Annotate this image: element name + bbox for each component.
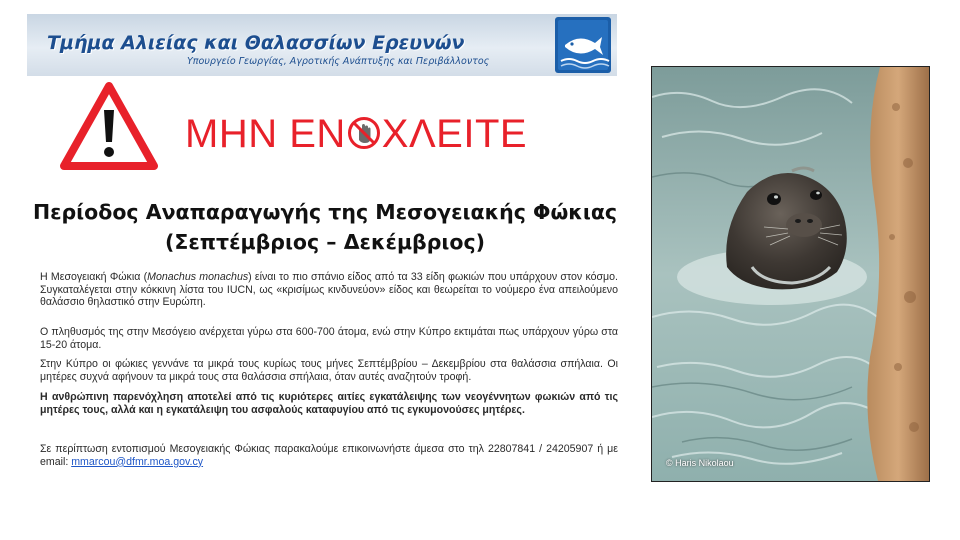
no-touch-icon — [347, 116, 381, 150]
warning-text-part1: ΜΗΝ ΕΝ — [185, 112, 346, 156]
department-title: Τμήμα Αλιείας και Θαλασσίων Ερευνών — [47, 32, 465, 54]
mediterranean-monk-seal-photo — [651, 66, 930, 482]
warning-text-part2: ΧΛΕΙΤΕ — [381, 112, 528, 156]
p1-end: ) είναι το πιο σπάνιο είδος από τα 33 είδη φωκιών που υπάρχουν στον κόσμο. Συγκαταλέγεται στην κόκκινη λίστα του IUCN, ως «κρισίμως κινδυνεύον» είδος και θεωρείται το νούμερο ένα απειλούμενο θαλάσσιο θηλαστικό στην Ευρώπη. — [40, 271, 618, 309]
paragraph-disturbance-warning: Η ανθρώπινη παρενόχληση αποτελεί από τις κυριότερες αιτίες εγκατάλειψης των νεογέννητων φωκιών από τις μητέρες τους, αλλά και η εγκατάλειψη του ασφαλούς καταφυγίου από τις εγκυμονούσες μητέρες. — [40, 391, 618, 416]
do-not-disturb-text — [185, 112, 527, 157]
warning-triangle-icon — [58, 80, 160, 172]
species-name: Monachus monachus — [147, 271, 249, 283]
header-banner — [27, 14, 617, 76]
seal-illustration — [652, 67, 929, 481]
fish-logo-icon — [555, 17, 611, 73]
paragraph-species-info — [40, 271, 618, 309]
paragraph-contact — [40, 443, 618, 468]
p1-start: Η Μεσογειακή Φώκια ( — [40, 271, 148, 283]
page-title: Περίοδος Αναπαραγωγής της Μεσογειακής Φώκιας — [32, 200, 618, 224]
email-link[interactable]: mmarcou@dfmr.moa.gov.cy — [71, 455, 204, 468]
photo-credit: © Haris Nikolaou — [666, 458, 734, 468]
paragraph-population: Ο πληθυσμός της στην Μεσόγειο ανέρχεται γύρω στα 600-700 άτομα, ενώ στην Κύπρο εκτιμάται πως υπάρχουν γύρω στα 15-20 άτομα. — [40, 326, 618, 351]
contact-text: Σε περίπτωση εντοπισμού Μεσογειακής Φώκιας παρακαλούμε επικοινωνήστε άμεσα στο τηλ 22807841 / 24205907 ή με email: — [40, 443, 618, 468]
ministry-subtitle: Υπουργείο Γεωργίας, Αγροτικής Ανάπτυξης και Περιβάλλοντος — [187, 56, 490, 67]
breeding-period: (Σεπτέμβριος – Δεκέμβριος) — [165, 230, 485, 254]
paragraph-breeding: Στην Κύπρο οι φώκιες γεννάνε τα μικρά τους κυρίως τους μήνες Σεπτέμβρίου – Δεκεμβρίου στα θαλάσσια σπήλαια. Οι μητέρες συχνά αφήνουν τα μικρά τους στα θαλάσσια σπήλαια, όταν αυτές αναζητούν τροφή. — [40, 358, 618, 383]
